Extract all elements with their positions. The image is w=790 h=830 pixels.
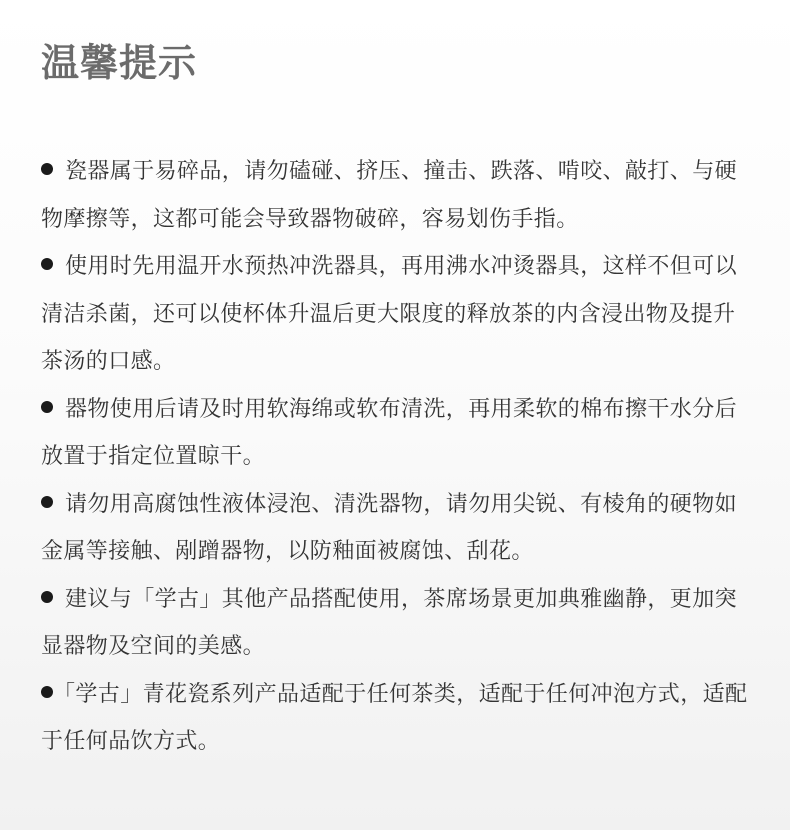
tip-item (41, 243, 750, 386)
tip-item (41, 481, 750, 576)
bullet-icon (41, 591, 53, 603)
tip-item (41, 386, 750, 481)
tip-text: 使用时先用温开水预热冲洗器具，再用沸水冲烫器具，这样不但可以清洁杀菌，还可以使杯体升温后更大限度的释放茶的内含浸出物及提升茶汤的口感。 (41, 254, 738, 374)
bullet-icon (41, 496, 53, 508)
bullet-icon (41, 258, 53, 270)
tip-text: 瓷器属于易碎品，请勿磕碰、挤压、撞击、跌落、啃咬、敲打、与硬物摩擦等，这都可能会导致器物破碎，容易划伤手指。 (41, 159, 738, 232)
bullet-icon (41, 163, 53, 175)
tip-text: 请勿用高腐蚀性液体浸泡、清洗器物，请勿用尖锐、有棱角的硬物如金属等接触、剐蹭器物，以防釉面被腐蚀、刮花。 (41, 491, 738, 564)
bullet-icon (41, 401, 53, 413)
tip-text: 建议与「学古」其他产品搭配使用，茶席场景更加典雅幽静，更加突显器物及空间的美感。 (41, 586, 738, 659)
bullet-icon (41, 686, 53, 698)
page-title: 温馨提示 (41, 41, 198, 85)
tip-item (41, 148, 750, 243)
tip-item (41, 576, 750, 671)
tips-list (41, 148, 750, 766)
tip-item (41, 671, 750, 766)
tip-text: 器物使用后请及时用软海绵或软布清洗，再用柔软的棉布擦干水分后放置于指定位置晾干。 (41, 396, 738, 469)
tip-text: 「学古」青花瓷系列产品适配于任何茶类，适配于任何冲泡方式，适配于任何品饮方式。 (41, 681, 748, 754)
